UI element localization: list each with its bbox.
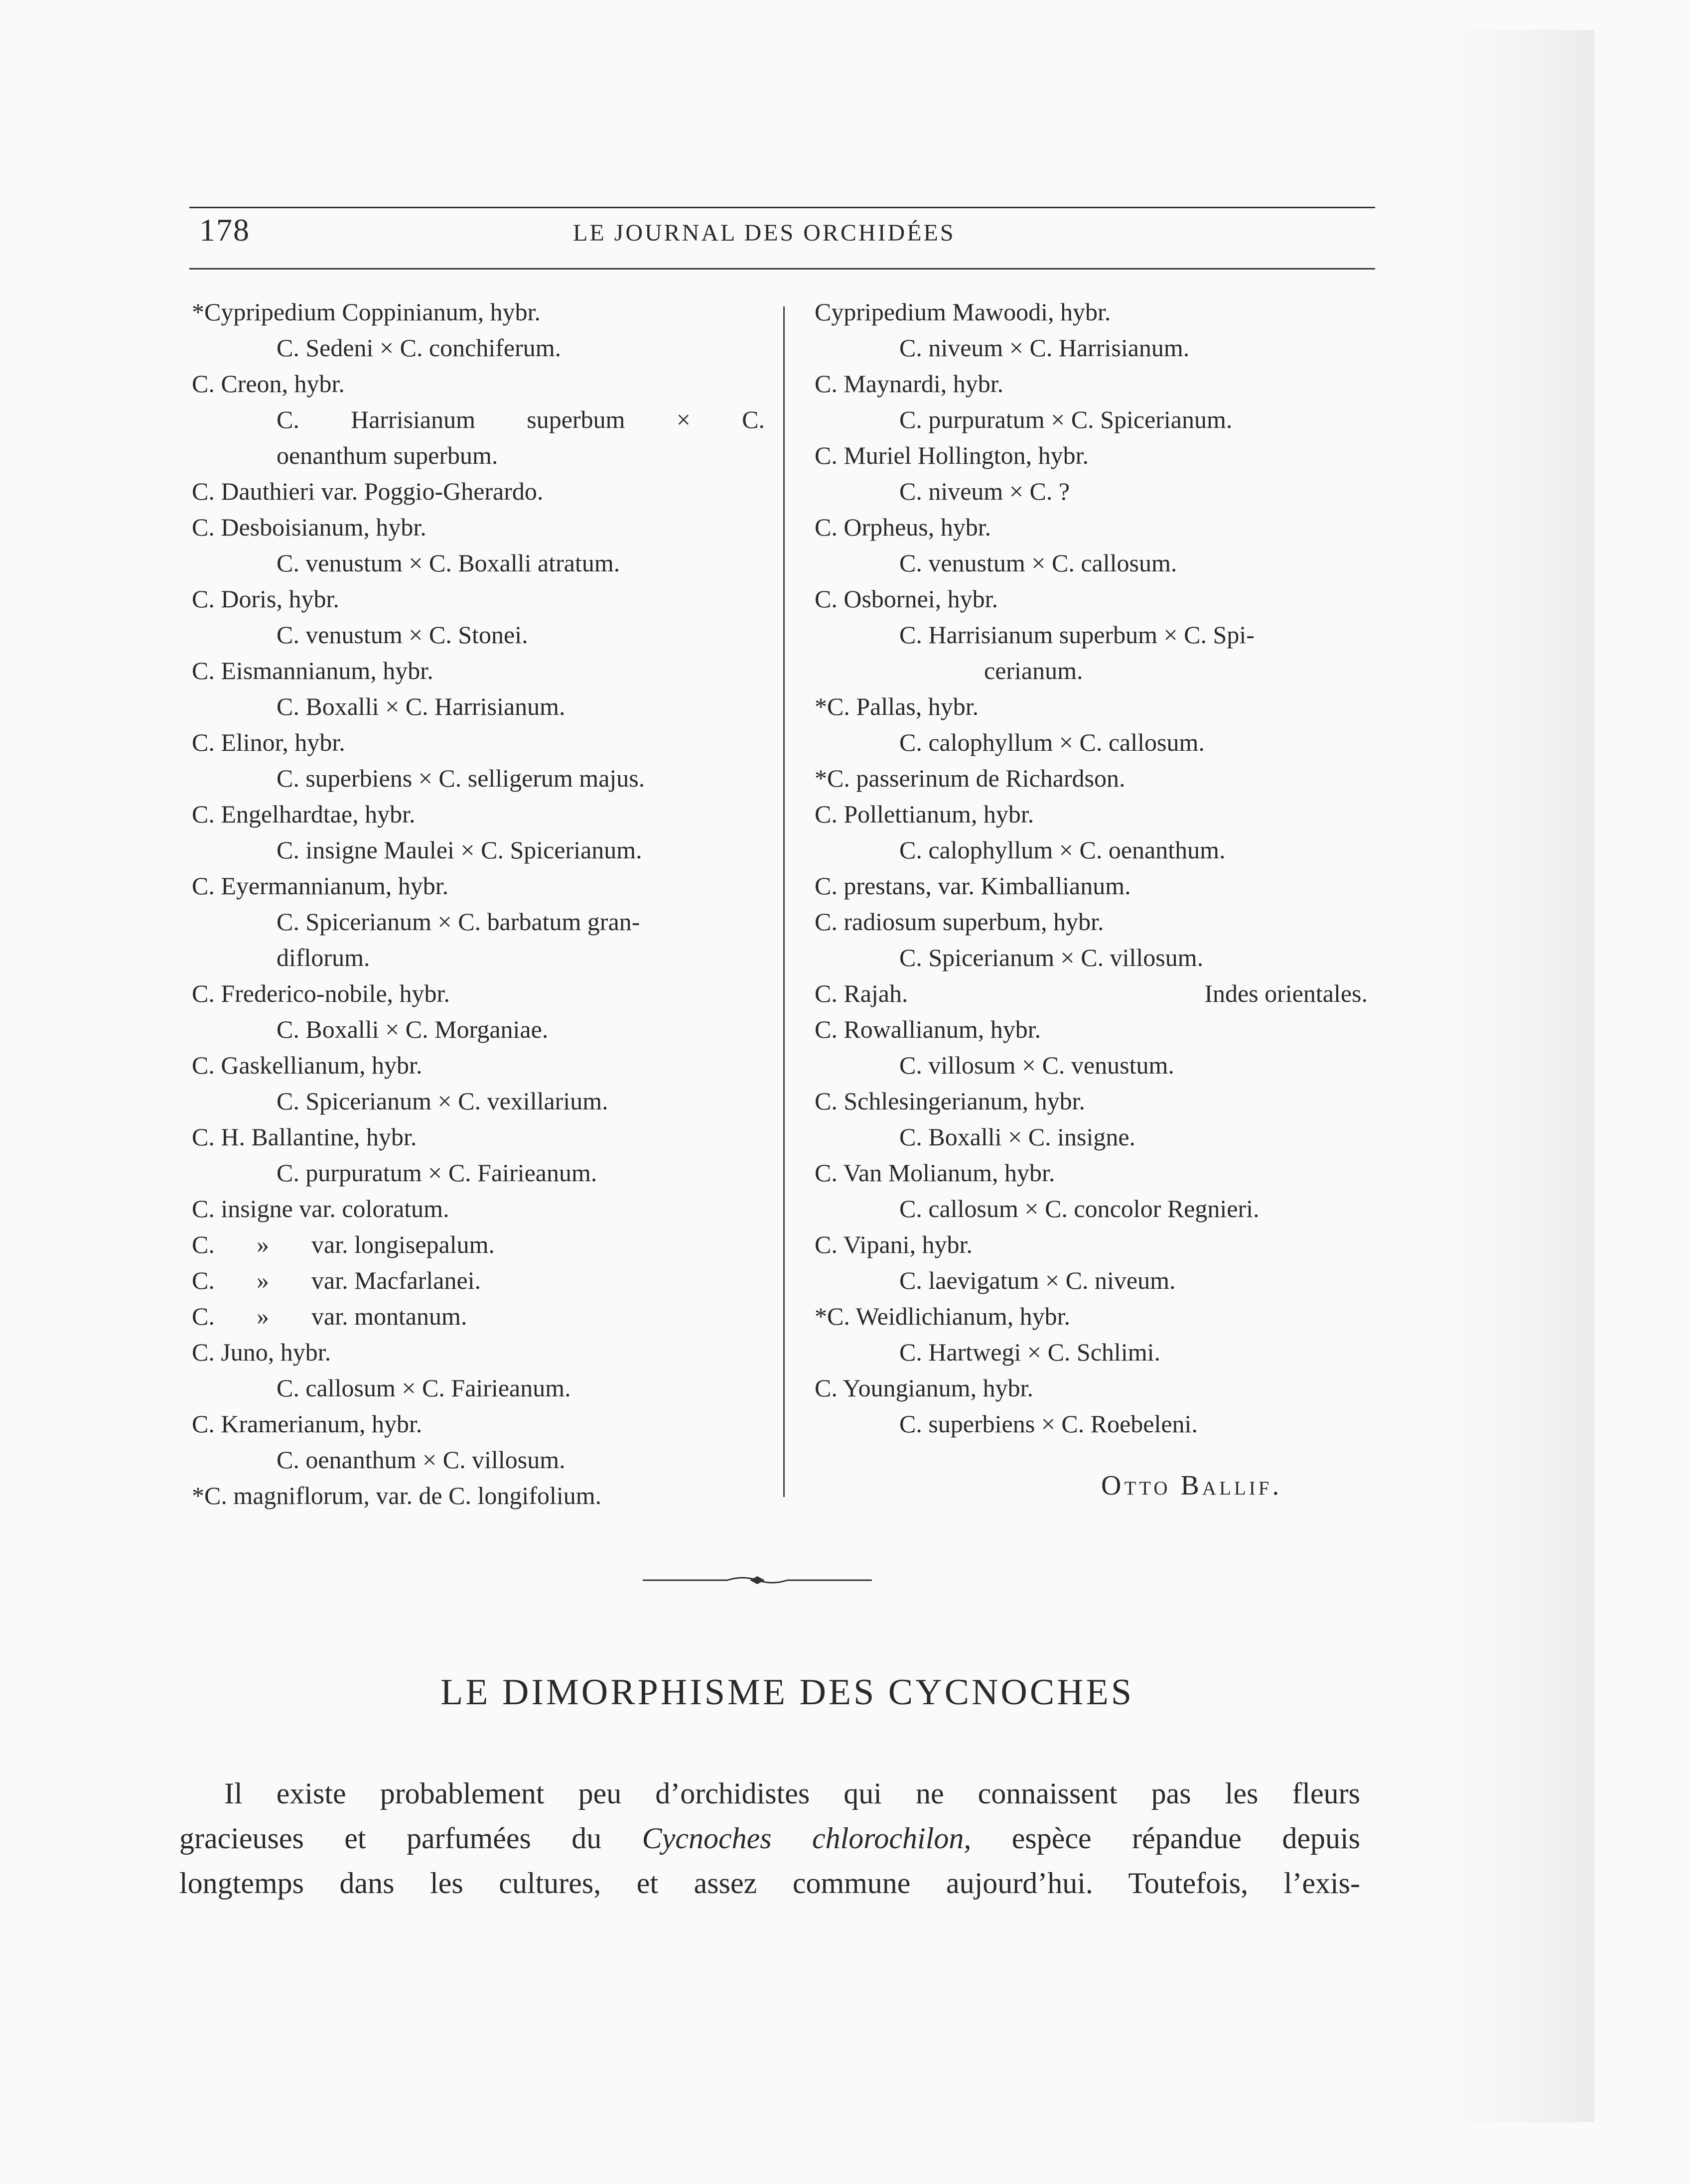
list-entry: *C. Pallas, hybr.	[815, 692, 979, 720]
list-entry: C. niveum × C. ?	[899, 477, 1070, 505]
list-entry: C. Rowallianum, hybr.	[815, 1015, 1041, 1043]
ditto-prefix: C.	[192, 1266, 215, 1294]
list-entry: Cypripedium Mawoodi, hybr.	[815, 298, 1111, 326]
list-entry: C. Sedeni × C. conchiferum.	[277, 334, 562, 362]
list-entry: C. venustum × C. Stonei.	[277, 621, 528, 649]
list-entry: C. Hartwegi × C. Schlimi.	[899, 1338, 1160, 1366]
list-entry: C. Juno, hybr.	[192, 1338, 331, 1366]
list-entry: C. Desboisianum, hybr.	[192, 513, 426, 541]
entry-origin: Indes orientales.	[1204, 979, 1368, 1007]
list-entry	[192, 1262, 765, 1298]
list-entry: C. insigne var. coloratum.	[192, 1195, 449, 1223]
list-entry: oenanthum superbum.	[277, 441, 498, 469]
list-entry: C. prestans, var. Kimballianum.	[815, 872, 1131, 900]
list-entry: C. Boxalli × C. insigne.	[899, 1123, 1136, 1151]
list-entry: C. Frederico-nobile, hybr.	[192, 979, 450, 1007]
ditto-mark: »	[257, 1302, 269, 1330]
list-entry: C. calophyllum × C. oenanthum.	[899, 836, 1226, 864]
list-entry: C. calophyllum × C. callosum.	[899, 728, 1205, 756]
list-entry: C. oenanthum × C. villosum.	[277, 1446, 565, 1474]
paragraph-line: Il existe probablement peu d’orchidistes qui ne connaissent pas les fleurs	[224, 1777, 1360, 1810]
list-entry: C. Vipani, hybr.	[815, 1230, 973, 1258]
list-entry: C. purpuratum × C. Fairieanum.	[277, 1159, 597, 1187]
list-entry: C. Eismannianum, hybr.	[192, 657, 433, 684]
entry-text: var. montanum.	[311, 1302, 467, 1330]
list-entry: C. superbiens × C. Roebeleni.	[899, 1410, 1198, 1438]
list-entry: *C. magniflorum, var. de C. longifolium.	[192, 1482, 602, 1509]
list-entry: C. Osbornei, hybr.	[815, 585, 998, 613]
list-entry: *C. Weidlichianum, hybr.	[815, 1302, 1071, 1330]
list-entry: C. Schlesingerianum, hybr.	[815, 1087, 1085, 1115]
list-entry: C. Harrisianum superbum × C. Spi-	[899, 621, 1255, 649]
signature: Otto Ballif.	[1101, 1470, 1282, 1501]
page-number: 178	[199, 212, 250, 248]
list-entry: C. Youngianum, hybr.	[815, 1374, 1033, 1402]
list-entry: C. Boxalli × C. Harrisianum.	[277, 692, 565, 720]
entry-text: var. Macfarlanei.	[311, 1266, 481, 1294]
list-entry: C. Spicerianum × C. vexillarium.	[277, 1087, 608, 1115]
list-entry: C. laevigatum × C. niveum.	[899, 1266, 1176, 1294]
entry-text: C. Rajah.	[815, 979, 908, 1007]
list-entry: C. Muriel Hollington, hybr.	[815, 441, 1089, 469]
list-entry: C. callosum × C. Fairieanum.	[277, 1374, 571, 1402]
section-title: LE DIMORPHISME DES CYCNOCHES	[440, 1672, 1134, 1713]
list-entry: C. superbiens × C. selligerum majus.	[277, 764, 645, 792]
list-entry: C. Engelhardtae, hybr.	[192, 800, 416, 828]
list-entry: C. Van Molianum, hybr.	[815, 1159, 1055, 1187]
paragraph-line: longtemps dans les cultures, et assez commune aujourd’hui. Toutefois, l’exis-	[179, 1867, 1360, 1900]
ditto-prefix: C.	[192, 1230, 215, 1258]
header-rule-bottom	[189, 268, 1375, 270]
list-entry: C. Gaskellianum, hybr.	[192, 1051, 422, 1079]
list-entry	[192, 1298, 765, 1334]
list-entry: C. callosum × C. concolor Regnieri.	[899, 1195, 1260, 1223]
paragraph-line: gracieuses et parfumées du Cycnoches chlorochilon, espèce répandue depuis	[179, 1822, 1360, 1855]
page-edge-shadow	[1445, 30, 1594, 2122]
list-entry	[815, 975, 1368, 1011]
list-entry	[192, 1227, 765, 1262]
list-entry: C. niveum × C. Harrisianum.	[899, 334, 1190, 362]
column-divider	[783, 306, 785, 1497]
running-title: LE JOURNAL DES ORCHIDÉES	[573, 220, 956, 246]
ornament-divider	[643, 1574, 872, 1586]
list-entry: *C. passerinum de Richardson.	[815, 764, 1126, 792]
list-entry: C. purpuratum × C. Spicerianum.	[899, 406, 1233, 433]
ditto-prefix: C.	[192, 1302, 215, 1330]
ditto-mark: »	[257, 1230, 269, 1258]
list-entry: C. venustum × C. Boxalli atratum.	[277, 549, 620, 577]
list-entry: C. venustum × C. callosum.	[899, 549, 1177, 577]
list-entry: C. Creon, hybr.	[192, 370, 345, 398]
list-entry: C. Spicerianum × C. villosum.	[899, 944, 1204, 971]
section-paragraph	[179, 1771, 1360, 1906]
list-entry: *Cypripedium Coppinianum, hybr.	[192, 298, 541, 326]
list-entry: C. Pollettianum, hybr.	[815, 800, 1034, 828]
left-column	[192, 294, 765, 1513]
list-entry: C. insigne Maulei × C. Spicerianum.	[277, 836, 642, 864]
list-entry: C. villosum × C. venustum.	[899, 1051, 1174, 1079]
entry-text: var. longisepalum.	[311, 1230, 495, 1258]
list-entry: C. H. Ballantine, hybr.	[192, 1123, 417, 1151]
list-entry: C. Harrisianum superbum × C.	[277, 406, 765, 433]
list-entry: diflorum.	[277, 944, 370, 971]
list-entry: C. Elinor, hybr.	[192, 728, 345, 756]
species-name: Cycnoches chlorochilon,	[642, 1822, 972, 1855]
list-entry: cerianum.	[984, 657, 1083, 684]
right-column	[815, 294, 1368, 1442]
list-entry: C. Doris, hybr.	[192, 585, 339, 613]
list-entry: C. Boxalli × C. Morganiae.	[277, 1015, 549, 1043]
list-entry: C. radiosum superbum, hybr.	[815, 908, 1104, 936]
list-entry: C. Kramerianum, hybr.	[192, 1410, 422, 1438]
ditto-mark: »	[257, 1266, 269, 1294]
list-entry: C. Maynardi, hybr.	[815, 370, 1004, 398]
list-entry: C. Dauthieri var. Poggio-Gherardo.	[192, 477, 544, 505]
header-rule-top	[189, 207, 1375, 208]
list-entry: C. Spicerianum × C. barbatum gran-	[277, 908, 640, 936]
list-entry: C. Orpheus, hybr.	[815, 513, 991, 541]
list-entry: C. Eyermannianum, hybr.	[192, 872, 449, 900]
